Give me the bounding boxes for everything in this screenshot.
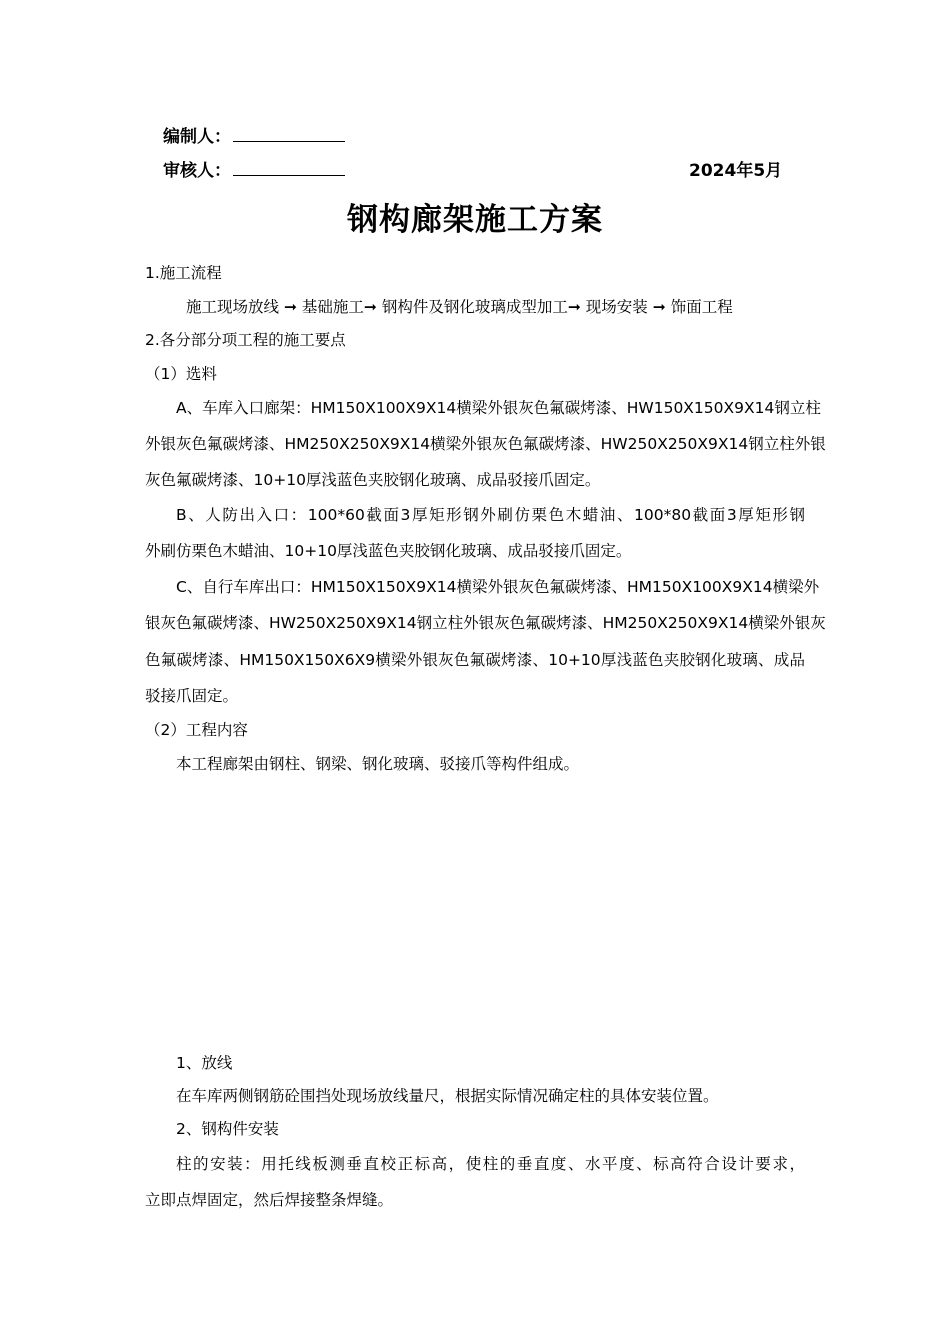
document-date: 2024年5月: [689, 161, 783, 181]
item-a-line: A、车库入口廊架：HM150X100X9X14横梁外银灰色氟碳烤漆、HW150X150X9X14钢立柱: [176, 399, 821, 417]
subsection-heading: （2）工程内容: [145, 721, 248, 739]
process-flow: [186, 297, 733, 317]
arrow-icon: ➞: [567, 298, 581, 316]
item-c-line: 驳接爪固定。: [145, 687, 239, 705]
item-a-line: 灰色氟碳烤漆、10+10厚浅蓝色夹胶钢化玻璃、成品驳接爪固定。: [145, 471, 601, 489]
arrow-icon: ➞: [283, 298, 297, 316]
compiler-label: 编制人：: [163, 127, 231, 147]
section1-heading: 1.施工流程: [145, 264, 222, 282]
arrow-icon: ➞: [652, 298, 666, 316]
compiler-signature-line: [233, 127, 345, 142]
reviewer-signature-line: [233, 161, 345, 176]
arrow-icon: ➞: [363, 298, 377, 316]
content-paragraph: 本工程廊架由钢柱、钢梁、钢化玻璃、驳接爪等构件组成。: [176, 755, 580, 773]
item-c-line: C、自行车库出口：HM150X150X9X14横梁外银灰色氟碳烤漆、HM150X100X9X14横梁外: [176, 578, 820, 596]
step2-text-line: 立即点焊固定，然后焊接整条焊缝。: [145, 1191, 394, 1209]
item-c-line: 银灰色氟碳烤漆、HW250X250X9X14钢立柱外银灰色氟碳烤漆、HM250X250X9X14横梁外银灰: [145, 614, 826, 632]
flow-step: 饰面工程: [670, 298, 733, 316]
reviewer-field: [163, 161, 345, 181]
compiler-field: [163, 127, 345, 147]
flow-step: 现场安装: [585, 298, 648, 316]
item-b-line: B、人防出入口：100*60截面3厚矩形钢外刷仿栗色木蜡油、100*80截面3厚矩形钢: [176, 506, 805, 524]
reviewer-label: 审核人：: [163, 161, 231, 181]
item-b-line: 外刷仿栗色木蜡油、10+10厚浅蓝色夹胶钢化玻璃、成品驳接爪固定。: [145, 542, 632, 560]
item-a-line: 外银灰色氟碳烤漆、HM250X250X9X14横梁外银灰色氟碳烤漆、HW250X250X9X14钢立柱外银: [145, 435, 826, 453]
step1-heading: 1、放线: [176, 1054, 233, 1072]
subsection-heading: （1）选料: [145, 365, 217, 383]
step2-text-line: 柱的安装：用托线板测垂直校正标高，使柱的垂直度、水平度、标高符合设计要求，: [176, 1155, 805, 1173]
flow-step: 施工现场放线: [186, 298, 280, 316]
section2-heading: 2.各分部分项工程的施工要点: [145, 331, 346, 349]
item-c-line: 色氟碳烤漆、HM150X150X6X9横梁外银灰色氟碳烤漆、10+10厚浅蓝色夹胶钢化玻璃、成品: [145, 651, 805, 669]
step1-text: 在车库两侧钢筋砼围挡处现场放线量尺，根据实际情况确定柱的具体安装位置。: [176, 1087, 719, 1105]
flow-step: 钢构件及钢化玻璃成型加工: [381, 298, 568, 316]
page-title: 钢构廊架施工方案: [347, 202, 603, 238]
flow-step: 基础施工: [301, 298, 364, 316]
step2-heading: 2、钢构件安装: [176, 1120, 279, 1138]
